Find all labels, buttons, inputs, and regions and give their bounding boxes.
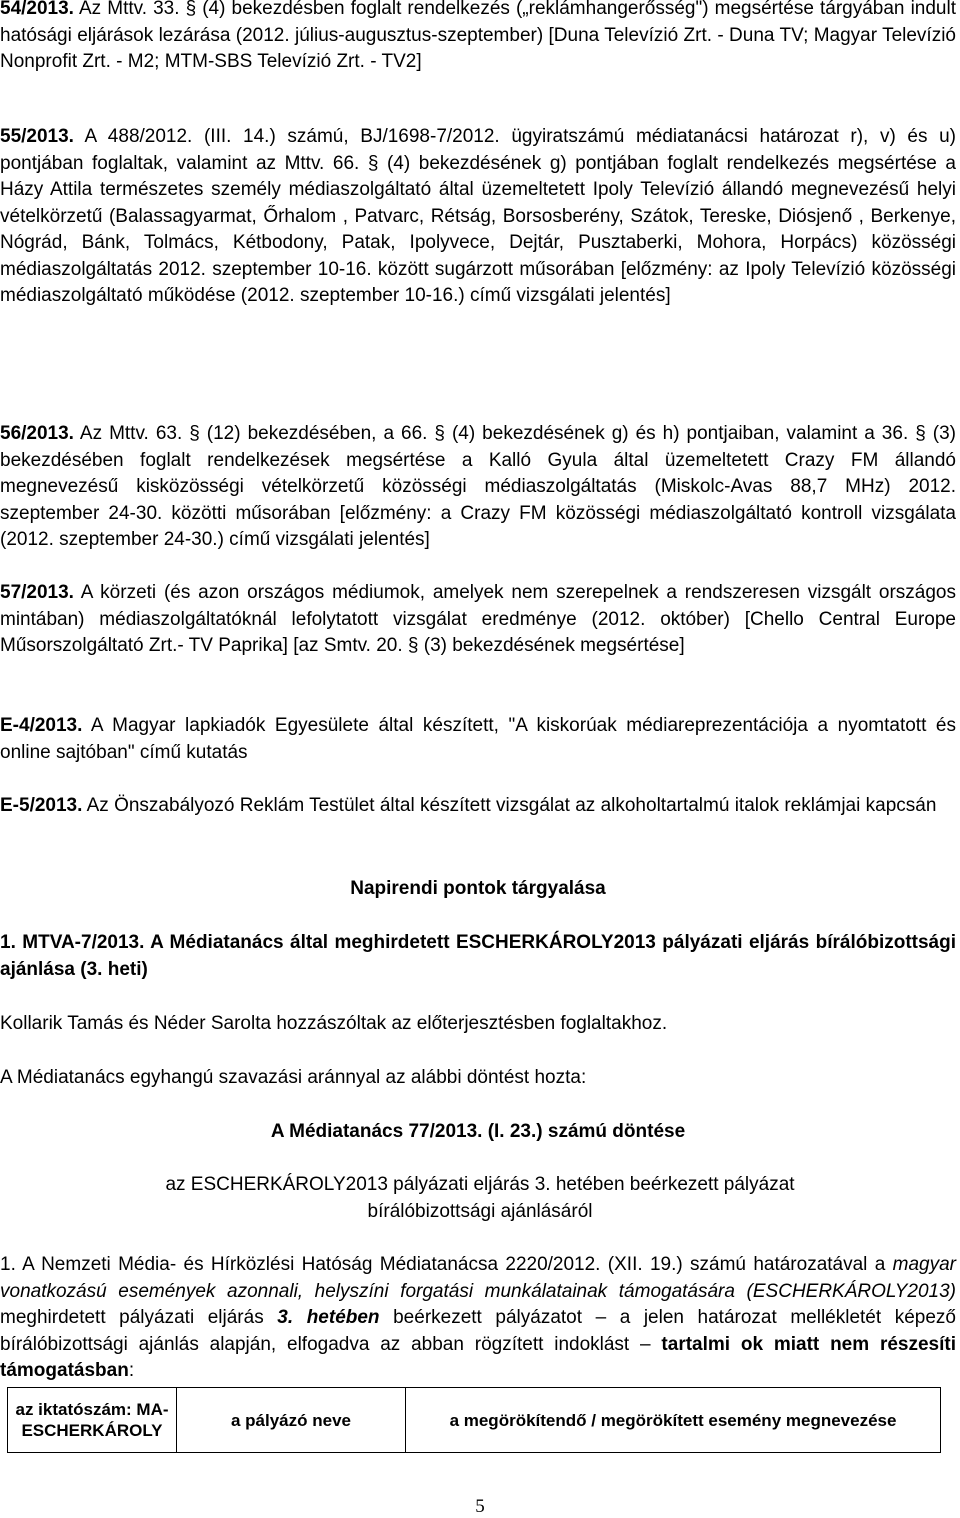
section-heading bbox=[0, 876, 956, 903]
item-number: E-4/2013. bbox=[0, 715, 83, 736]
decision-table bbox=[7, 1387, 941, 1453]
table-header-row bbox=[8, 1388, 941, 1453]
decision-body-part: beérkezett pályázatot – a jelen határozat mellékletét képező bírálóbizottsági ajánlás alapján, elfogadva az abban rögzített indoklást – bbox=[0, 1307, 956, 1355]
item-e-4-2013 bbox=[0, 713, 956, 766]
decision-body-week: 3. hetében bbox=[277, 1307, 380, 1328]
decision-subtitle: az ESCHERKÁROLY2013 pályázati eljárás 3. hetében beérkezett pályázat bírálóbizottsági ajánlásáról bbox=[165, 1174, 795, 1222]
item-number: 57/2013. bbox=[0, 582, 74, 603]
decision-body-bold: tartalmi ok miatt nem részesíti támogatásban bbox=[0, 1333, 957, 1381]
item-e-5-2013 bbox=[0, 793, 956, 820]
table-header-cell: az iktatószám: MA-ESCHERKÁROLY bbox=[8, 1388, 177, 1453]
table-header-cell: a pályázó neve bbox=[177, 1388, 406, 1453]
section-heading-text: Napirendi pontok tárgyalása bbox=[350, 878, 606, 899]
page-number: 5 bbox=[475, 1496, 485, 1517]
vote-paragraph: A Médiatanács egyhangú szavazási aránnyal az alábbi döntést hozta: bbox=[0, 1067, 587, 1088]
table-header-cell: a megörökítendő / megörökített esemény megnevezése bbox=[406, 1388, 941, 1453]
decision-title: A Médiatanács 77/2013. (I. 23.) számú döntése bbox=[270, 1121, 686, 1142]
item-text: A körzeti (és azon országos médiumok, amelyek nem szerepelnek a rendszeresen vizsgált országos mintában) médiaszolgáltatóknál lefolytatott vizsgálat eredménye (2012. október) [Chello Central Europe Műsorszolgáltató Zrt.- TV Paprika] [az Smtv. 20. § (3) bekezdésének megsértése] bbox=[0, 582, 956, 656]
comment-paragraph: Kollarik Tamás és Néder Sarolta hozzászóltak az előterjesztésben foglaltakhoz. bbox=[0, 1013, 668, 1034]
agenda-point-1-title: 1. MTVA-7/2013. A Médiatanács által meghirdetett ESCHERKÁROLY2013 pályázati eljárás bírálóbizottsági ajánlása (3. heti) bbox=[0, 932, 956, 980]
decision-body-italic: magyar vonatkozású események azonnali, helyszíni forgatási munkálatainak támogatására (ESCHERKÁROLY2013) bbox=[0, 1254, 956, 1302]
decision-body-part: 1. A Nemzeti Média- és Hírközlési Hatóság Médiatanácsa 2220/2012. (XII. 19.) számú határozatával a bbox=[0, 1254, 893, 1275]
item-56-2013 bbox=[0, 421, 956, 554]
item-text: Az Mttv. 33. § (4) bekezdésben foglalt rendelkezés („reklámhangerősség") megsértése tárgyában indult hatósági eljárások lezárása (2012. július-augusztus-szeptember) [Duna Televízió Zrt. - Duna TV; Magyar Televízió Nonprofit Zrt. - M2; MTM-SBS Televízió Zrt. - TV2] bbox=[0, 0, 956, 72]
decision-body-part: meghirdetett pályázati eljárás bbox=[0, 1307, 278, 1328]
item-number: 54/2013. bbox=[0, 0, 74, 19]
item-text: Az Mttv. 63. § (12) bekezdésében, a 66. § (4) bekezdésének g) és h) pontjaiban, valamint a 36. § (3) bekezdésében foglalt rendelkezések megsértése a Kalló Gyula által üzemeltetett Crazy FM állandó megnevezésű kisközösségi vételkörzetű közösségi médiaszolgáltatás (Miskolc-Avas 88,7 MHz) 2012. szeptember 24-30. közötti műsorában [előzmény: a Crazy FM közösségi médiaszolgáltató kontroll vizsgálata (2012. szeptember 24-30.) című vizsgálati jelentés] bbox=[0, 423, 956, 550]
item-number: E-5/2013. bbox=[0, 795, 83, 816]
item-54-2013 bbox=[0, 0, 956, 76]
decision-body bbox=[0, 1252, 956, 1385]
item-text: A 488/2012. (III. 14.) számú, BJ/1698-7/2012. ügyiratszámú médiatanácsi határozat r), v) és u) pontjában foglaltak, valamint az Mttv. 66. § (4) bekezdésének g) pontjában foglalt rendelkezés megsértése a Házy Attila természetes személy médiaszolgáltató által üzemeltetett Ipoly Televízió állandó megnevezésű helyi vételkörzetű (Balassagyarmat, Őrhalom , Patvarc, Rétság, Borsosberény, Szátok, Tereske, Diósjenő , Berkenye, Nógrád, Bánk, Tolmács, Kétbodony, Patak, Ipolyvece, Dejtár, Pusztaberki, Mohora, Horpács) közösségi médiaszolgáltatás 2012. szeptember 10-16. között sugárzott műsorában [előzmény: az Ipoly Televízió közösségi médiaszolgáltató működése (2012. szeptember 10-16.) című vizsgálati jelentés] bbox=[0, 126, 956, 306]
decision-body-part: : bbox=[128, 1360, 135, 1381]
item-text: A Magyar lapkiadók Egyesülete által készített, "A kiskorúak médiareprezentációja a nyomtatott és online sajtóban" című kutatás bbox=[0, 715, 956, 763]
item-text: Az Önszabályozó Reklám Testület által készített vizsgálat az alkoholtartalmú italok reklámjai kapcsán bbox=[82, 795, 937, 816]
item-57-2013 bbox=[0, 580, 956, 660]
item-55-2013 bbox=[0, 124, 956, 310]
item-number: 55/2013. bbox=[0, 126, 74, 147]
item-number: 56/2013. bbox=[0, 423, 74, 444]
